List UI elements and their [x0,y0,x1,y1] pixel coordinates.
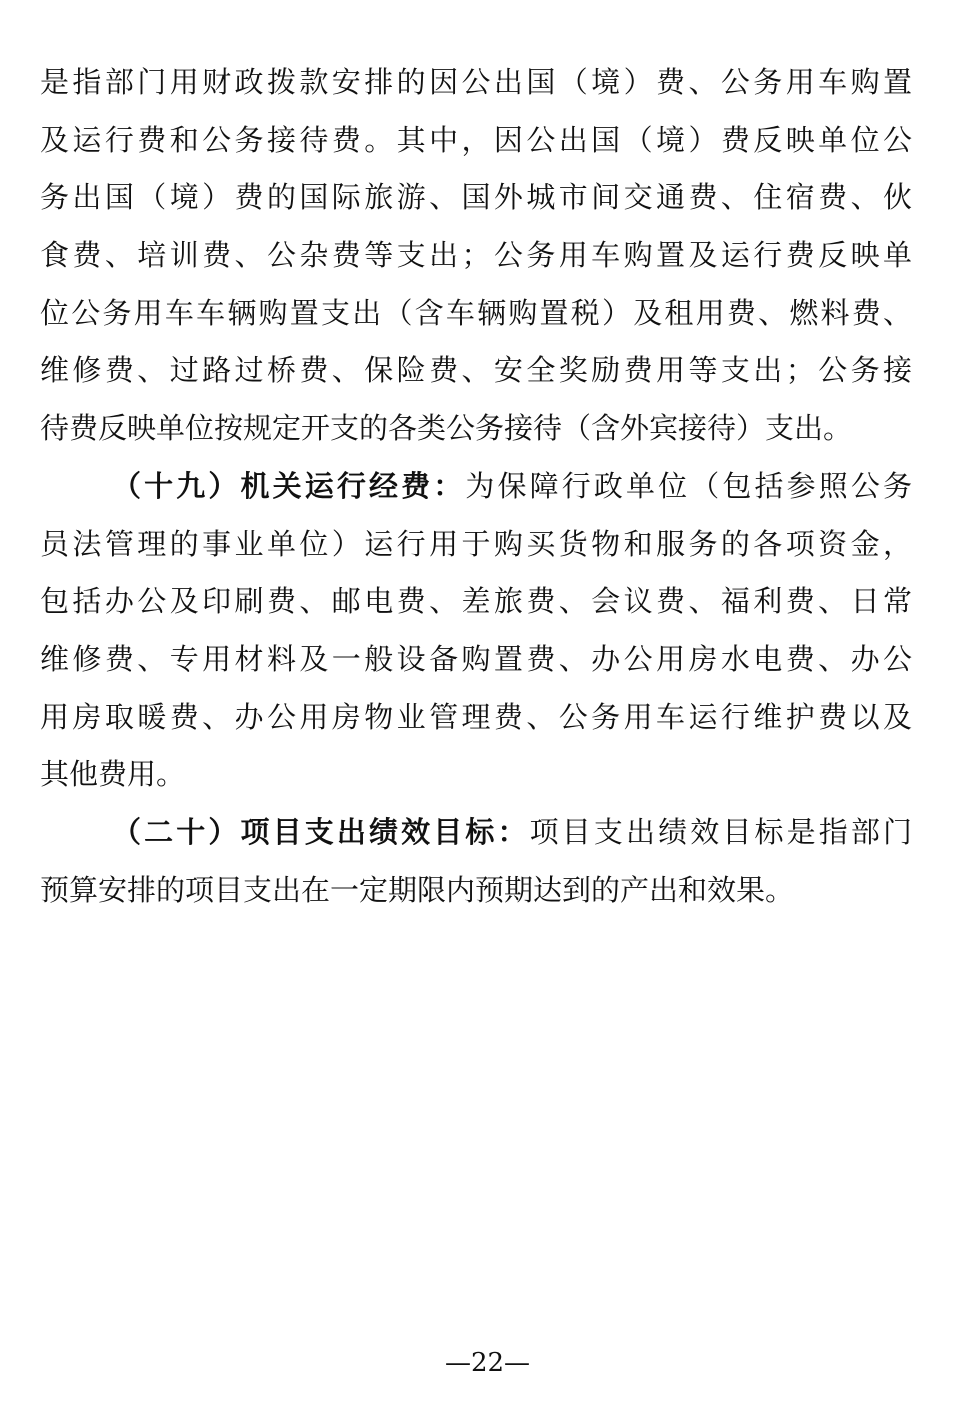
text-line: 是指部门用财政拨款安排的因公出国（境）费、公务用车购置 [40,65,912,99]
text-line: 位公务用车车辆购置支出（含车辆购置税）及租用费、燃料费、 [40,295,912,330]
section-heading: （十九）机关运行经费： [112,468,466,503]
paragraph-project-performance-goals [40,804,912,919]
page-number: —22— [444,1348,531,1378]
paragraph-first-line [40,804,912,862]
text-line: 食费、培训费、公杂费等支出；公务用车购置及运行费反映单 [40,238,912,273]
paragraph-first-line [40,458,912,516]
text-run: 项目支出绩效目标是指部门 [529,815,912,849]
body-text [40,54,912,804]
paragraph-agency-operating-expenses [40,458,912,804]
text-line: 务出国（境）费的国际旅游、国外城市间交通费、住宿费、伙 [40,180,912,215]
text-run: 为保障行政单位（包括参照公务 [465,468,912,503]
text-line: 用房取暖费、办公用房物业管理费、公务用车运行维护费以及 [40,699,912,734]
text-line: 维修费、过路过桥费、保险费、安全奖励费用等支出；公务接 [40,353,912,388]
text-line: 预算安排的项目支出在一定期限内预期达到的产出和效果。 [40,872,795,907]
text-line: 员法管理的事业单位）运行用于购买货物和服务的各项资金， [40,526,912,561]
text-line: 维修费、专用材料及一般设备购置费、办公用房水电费、办公 [40,641,912,676]
text-line: 其他费用。 [40,757,186,792]
paragraph-public-funds-expenses [40,54,912,458]
section-heading: （二十）项目支出绩效目标： [112,815,530,849]
text-line: 包括办公及印刷费、邮电费、差旅费、会议费、福利费、日常 [40,584,912,619]
text-line: 待费反映单位按规定开支的各类公务接待（含外宾接待）支出。 [40,411,853,446]
text-line: 及运行费和公务接待费。其中，因公出国（境）费反映单位公 [40,122,912,157]
